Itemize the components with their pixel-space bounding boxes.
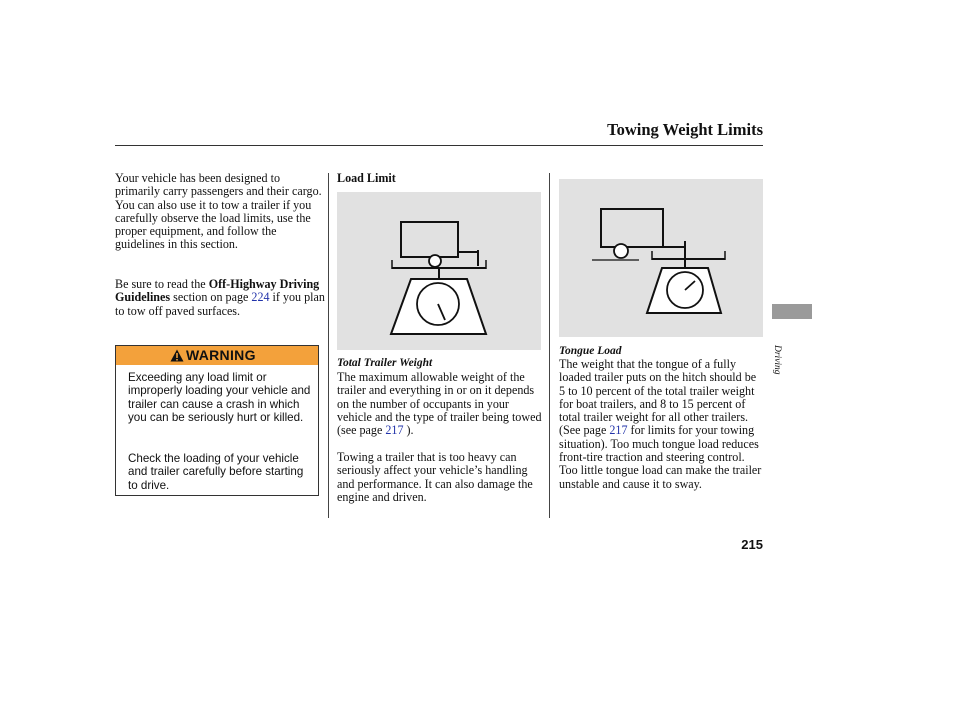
page-number: 215: [741, 537, 763, 552]
tongue-load-caption: Tongue Load: [559, 345, 622, 357]
section-tab-marker: [772, 304, 812, 319]
intro-paragraph: [115, 172, 325, 252]
warning-text-1: Exceeding any load limit or improperly loading your vehicle and trailer can cause a crash in which you can be seriously hurt or killed.: [128, 371, 311, 425]
warning-title: WARNING: [186, 347, 256, 363]
page-217-link-2[interactable]: 217: [609, 423, 628, 438]
section-tab-label: Driving: [772, 345, 782, 375]
total-trailer-weight-paragraph: [337, 371, 543, 437]
trailer-weight-text-end: ).: [403, 423, 414, 438]
guidelines-text-post: if you plan to tow off paved surfaces.: [115, 290, 325, 318]
guidelines-bold-ref: Off-Highway Driving Guidelines: [115, 277, 320, 305]
tongue-load-figure: [559, 179, 763, 337]
heavy-trailer-paragraph: Towing a trailer that is too heavy can seriously affect your vehicle’s handling and performance. It can also damage the engine and driven.: [337, 450, 533, 504]
tongue-load-text-end: for limits for your towing situation). Too much tongue load reduces front-tire traction and steering control. Too little tongue load can make the trailer unstable and cause it to sway.: [559, 423, 762, 491]
warning-triangle-icon: [170, 349, 184, 362]
guidelines-paragraph: [115, 278, 325, 318]
page-title: Towing Weight Limits: [607, 120, 763, 139]
page-217-link[interactable]: 217: [385, 423, 404, 438]
column-divider-1: [328, 173, 329, 518]
guidelines-text-pre: Be sure to read the: [115, 277, 209, 291]
guidelines-text-mid: section on page: [170, 290, 252, 305]
warning-text-2: Check the loading of your vehicle and trailer carefully before starting to drive.: [128, 452, 304, 492]
trailer-on-scale-illustration: [337, 192, 541, 350]
intro-text: Your vehicle has been designed to primarily carry passengers and their cargo. You can also use it to tow a trailer if you carefully observe the load limits, use the proper equipment, and follow the guidelines in this section.: [115, 171, 322, 252]
total-trailer-weight-caption: Total Trailer Weight: [337, 357, 433, 369]
total-trailer-weight-figure: [337, 192, 541, 350]
tongue-load-paragraph: [559, 358, 765, 491]
header-rule: [115, 145, 763, 146]
page-224-link[interactable]: 224: [251, 290, 270, 305]
tongue-on-scale-illustration: [559, 179, 763, 337]
trailer-weight-text: The maximum allowable weight of the trailer and everything in or on it depends on the number of occupants in your vehicle and the type of trailer being towed (see page: [337, 370, 542, 438]
column-divider-2: [549, 173, 550, 518]
load-limit-heading: Load Limit: [337, 171, 396, 185]
tongue-load-text: The weight that the tongue of a fully loaded trailer puts on the hitch should be 5 to 10 percent of the total trailer weight for boat trailers, and 8 to 15 percent of total trailer weight for all other trailers. (See page: [559, 357, 757, 438]
